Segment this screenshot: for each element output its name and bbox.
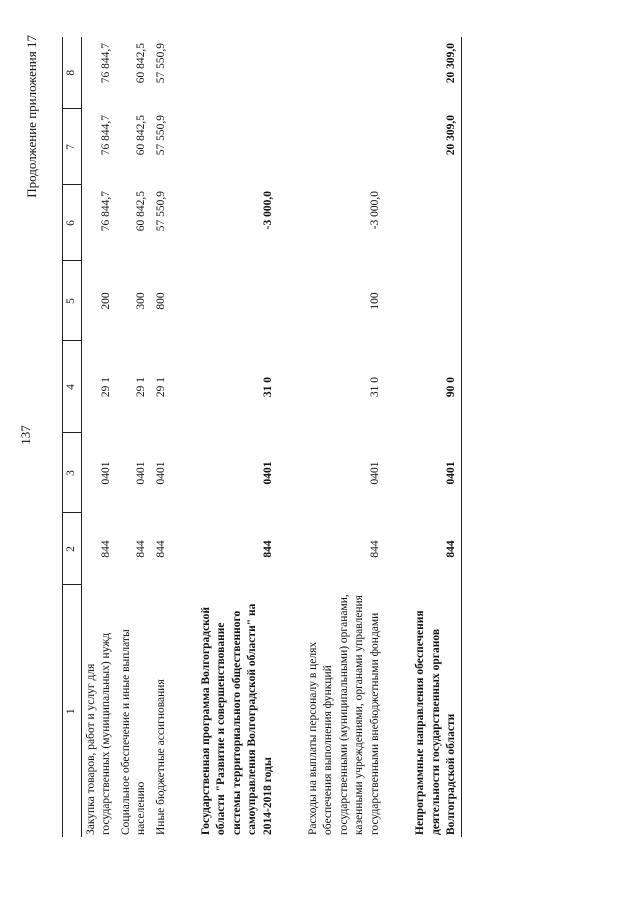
row-name: Социальное обеспечение и иные выплаты населению <box>119 629 148 835</box>
cell-expense-type <box>197 261 278 341</box>
row-name: Государственная программа Волгоградской области "Развитие и совершенствование системы территориального общественного самоуправления Волгоградской области" на 2014-2018 годы <box>200 603 274 835</box>
cell-amount-col8 <box>304 37 385 109</box>
cell-amount-col7 <box>304 109 385 185</box>
cell-ministry: 844 <box>261 540 274 558</box>
cell-section: 0401 <box>368 461 381 485</box>
column-header: 7 <box>63 109 82 185</box>
cell-target-item: 29 1 <box>100 376 113 398</box>
cell-amount-col6: -3 000,0 <box>368 191 381 230</box>
spacer-row <box>385 37 411 837</box>
cell-ministry: 844 <box>135 540 148 558</box>
cell-amount-col8: 76 844,7 <box>100 43 113 84</box>
cell-expense-type: 100 <box>368 292 381 310</box>
column-header: 4 <box>63 341 82 433</box>
cell-section: 0401 <box>261 461 274 485</box>
spacer-row <box>171 37 197 837</box>
table-row <box>82 37 117 837</box>
cell-expense-type: 800 <box>154 292 167 310</box>
row-name: Непрограммные направления обеспечения деятельности государственных органов Волгоградской области <box>411 585 462 837</box>
table-header-row <box>63 37 82 837</box>
cell-amount-col7 <box>197 109 278 185</box>
cell-ministry: 844 <box>154 540 167 558</box>
cell-ministry: 844 <box>411 513 462 585</box>
appendix-note: Продолжение приложения 17 <box>24 35 39 198</box>
cell-amount-col8: 60 842,5 <box>135 43 148 84</box>
cell-target-item: 29 1 <box>135 376 148 398</box>
budget-table <box>62 37 462 837</box>
cell-amount-col6: 76 844,7 <box>100 191 113 232</box>
column-header: 3 <box>63 433 82 513</box>
cell-ministry: 844 <box>100 540 113 558</box>
column-header: 1 <box>63 585 82 837</box>
row-name: Закупка товаров, работ и услуг для государственных (муниципальных) нужд <box>85 632 113 835</box>
row-name: Расходы на выплаты персоналу в целях обеспечения выполнения функций государственными (муниципальными) органами, казенными учреждениями, органами управления государственными внебюджетными фондами <box>307 594 381 835</box>
cell-section: 0401 <box>135 461 148 485</box>
table-row <box>152 37 171 837</box>
cell-amount-col6: 57 550,9 <box>154 191 167 232</box>
cell-section: 0401 <box>154 461 167 485</box>
spacer-cell <box>171 37 197 837</box>
cell-amount-col8: 20 309,0 <box>411 37 462 109</box>
row-name: Иные бюджетные ассигнования <box>154 679 167 835</box>
cell-amount-col7: 20 309,0 <box>411 109 462 185</box>
column-header: 6 <box>63 185 82 261</box>
cell-target-item: 29 1 <box>154 376 167 398</box>
cell-expense-type: 300 <box>135 292 148 310</box>
cell-section: 0401 <box>100 461 113 485</box>
table-row <box>304 37 385 837</box>
spacer-cell <box>278 37 304 837</box>
page-number: 137 <box>18 425 33 445</box>
column-header: 2 <box>63 513 82 585</box>
spacer-cell <box>385 37 411 837</box>
cell-amount-col7: 76 844,7 <box>100 115 113 156</box>
cell-amount-col8: 57 550,9 <box>154 43 167 84</box>
spacer-row <box>278 37 304 837</box>
table-row <box>411 37 462 837</box>
cell-amount-col6: -3 000,0 <box>261 191 274 230</box>
cell-amount-col8 <box>197 37 278 109</box>
cell-ministry: 844 <box>368 540 381 558</box>
cell-amount-col6 <box>411 185 462 261</box>
cell-expense-type: 200 <box>100 292 113 310</box>
column-header: 8 <box>63 37 82 109</box>
column-header: 5 <box>63 261 82 341</box>
cell-target-item: 31 0 <box>368 376 381 398</box>
table-row <box>197 37 278 837</box>
cell-expense-type <box>411 261 462 341</box>
cell-amount-col7: 57 550,9 <box>154 115 167 156</box>
cell-amount-col6: 60 842,5 <box>135 191 148 232</box>
cell-section: 0401 <box>411 433 462 513</box>
cell-target-item: 31 0 <box>261 376 274 398</box>
cell-target-item: 90 0 <box>411 341 462 433</box>
cell-amount-col7: 60 842,5 <box>135 115 148 156</box>
table-row <box>117 37 152 837</box>
